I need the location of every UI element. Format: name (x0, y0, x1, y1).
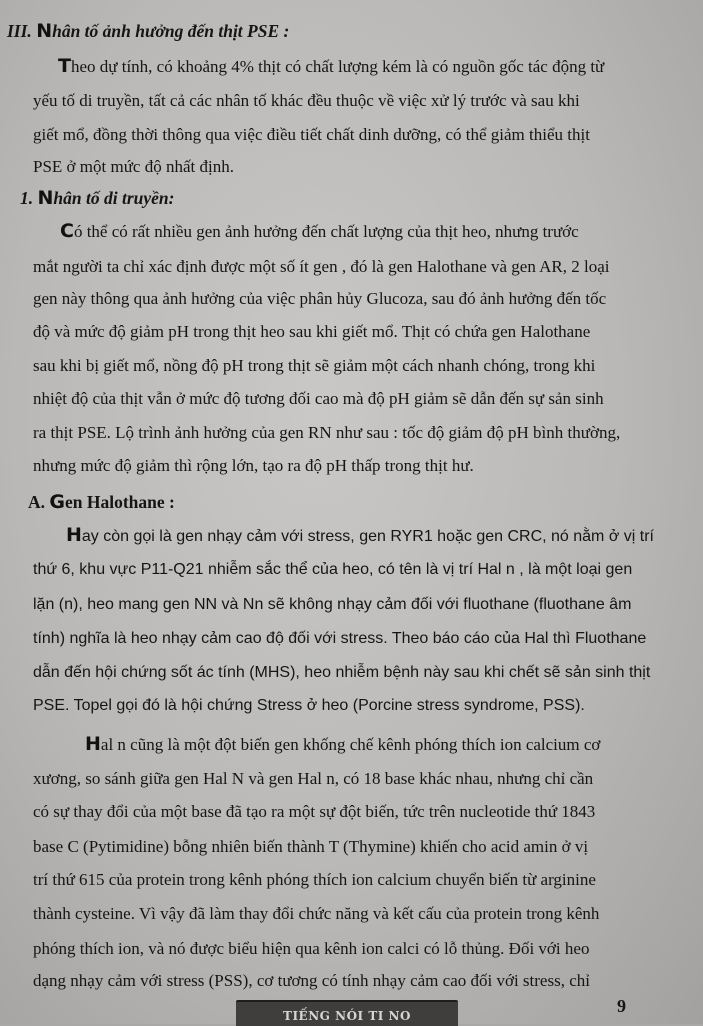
paragraph-3-line-5: dẫn đến hội chứng sốt ác tính (MHS), heo nhiễm bệnh này sau khi chết sẽ sản sinh thịt (33, 664, 651, 681)
drop-cap: N (37, 187, 54, 209)
paragraph-3-line-3: lặn (n), heo mang gen NN và Nn sẽ không nhạy cảm đối với fluothane (fluothane âm (33, 596, 632, 613)
section-title: hân tố ảnh hưởng đến thịt PSE : (52, 21, 290, 41)
section-title: en Halothane : (65, 492, 175, 512)
drop-cap: C (60, 220, 74, 242)
paragraph-2-line-8: nhưng mức độ giảm thì rộng lớn, tạo ra độ pH thấp trong thịt hư. (33, 456, 474, 475)
paragraph-3-line-6: PSE. Topel gọi đó là hội chứng Stress ở heo (Porcine stress syndrome, PSS). (33, 697, 585, 714)
paragraph-1-line-1: Theo dự tính, có khoảng 4% thịt có chất lượng kém là có nguồn gốc tác động từ (58, 55, 605, 77)
drop-cap: G (49, 491, 65, 513)
paragraph-2-line-6: nhiệt độ của thịt vẫn ở mức độ tương đối cao mà độ pH giảm sẽ dẫn đến sự sản sinh (33, 389, 604, 408)
paragraph-1-line-2: yếu tố di truyền, tất cả các nhân tố khác đều thuộc về việc xử lý trước và sau khi (33, 91, 580, 110)
footer-banner (236, 1000, 458, 1026)
footer-banner-text: TIẾNG NÓI TI NO (283, 1009, 411, 1023)
paragraph-2-line-1: Có thể có rất nhiều gen ảnh hưởng đến chất lượng của thịt heo, nhưng trước (60, 220, 579, 242)
drop-cap: H (66, 524, 82, 546)
section-number: III. (7, 21, 32, 41)
paragraph-4-line-1: Hal n cũng là một đột biến gen khống chế kênh phóng thích ion calcium cơ (85, 733, 601, 755)
section-title: hân tố di truyền: (53, 188, 175, 208)
paragraph-4-line-4: base C (Pytimidine) bỗng nhiên biến thành T (Thymine) khiến cho acid amin ở vị (33, 837, 589, 856)
paragraph-4-line-7: phóng thích ion, và nó được biểu hiện qua kênh ion calci có lỗ thủng. Đối với heo (33, 939, 590, 958)
paragraph-1-line-3: giết mổ, đồng thời thông qua việc điều tiết chất dinh dưỡng, có thể giảm thiểu thịt (33, 125, 590, 144)
paragraph-4-line-3: có sự thay đổi của một base đã tạo ra một sự đột biến, tức trên nucleotide thứ 1843 (33, 802, 596, 821)
section-heading-a (28, 491, 175, 513)
section-heading-1 (20, 187, 174, 209)
section-heading-iii (7, 20, 289, 42)
page-number: 9 (617, 996, 626, 1016)
section-number: 1. (20, 188, 34, 208)
paragraph-3-line-1: Hay còn gọi là gen nhạy cảm với stress, gen RYR1 hoặc gen CRC, nó nằm ở vị trí (66, 524, 654, 546)
paragraph-4-line-2: xương, so sánh giữa gen Hal N và gen Hal n, có 18 base khác nhau, nhưng chỉ cần (33, 769, 594, 788)
paragraph-2-line-7: ra thịt PSE. Lộ trình ảnh hưởng của gen RN như sau : tốc độ giảm độ pH bình thường, (33, 423, 621, 442)
drop-cap: T (58, 55, 71, 77)
paragraph-3-line-2: thứ 6, khu vực P11-Q21 nhiễm sắc thể của heo, có tên là vị trí Hal n , là một loại gen (33, 561, 633, 578)
drop-cap: N (36, 20, 53, 42)
paragraph-2-line-4: độ và mức độ giảm pH trong thịt heo sau khi giết mổ. Thịt có chứa gen Halothane (33, 322, 591, 341)
drop-cap: H (85, 733, 101, 755)
paragraph-4-line-6: thành cysteine. Vì vậy đã làm thay đổi chức năng và kết cấu của protein trong kênh (33, 904, 600, 923)
paragraph-2-line-3: gen này thông qua ảnh hưởng của việc phân hủy Glucoza, sau đó ảnh hưởng đến tốc (33, 289, 607, 308)
paragraph-2-line-5: sau khi bị giết mổ, nồng độ pH trong thịt sẽ giảm một cách nhanh chóng, trong khi (33, 356, 596, 375)
paragraph-4-line-5: trí thứ 615 của protein trong kênh phóng thích ion calcium chuyển biến từ arginine (33, 870, 596, 889)
section-number: A. (28, 492, 46, 512)
paragraph-2-line-2: mắt người ta chỉ xác định được một số ít gen , đó là gen Halothane và gen AR, 2 loại (33, 257, 610, 276)
paragraph-1-line-4: PSE ở một mức độ nhất định. (33, 157, 234, 176)
paragraph-4-line-8: dạng nhạy cảm với stress (PSS), cơ tương có tính nhạy cảm cao đối với stress, chỉ (33, 971, 590, 990)
paragraph-3-line-4: tính) nghĩa là heo nhạy cảm cao độ đối với stress. Theo báo cáo của Hal thì Fluothane (33, 630, 647, 647)
